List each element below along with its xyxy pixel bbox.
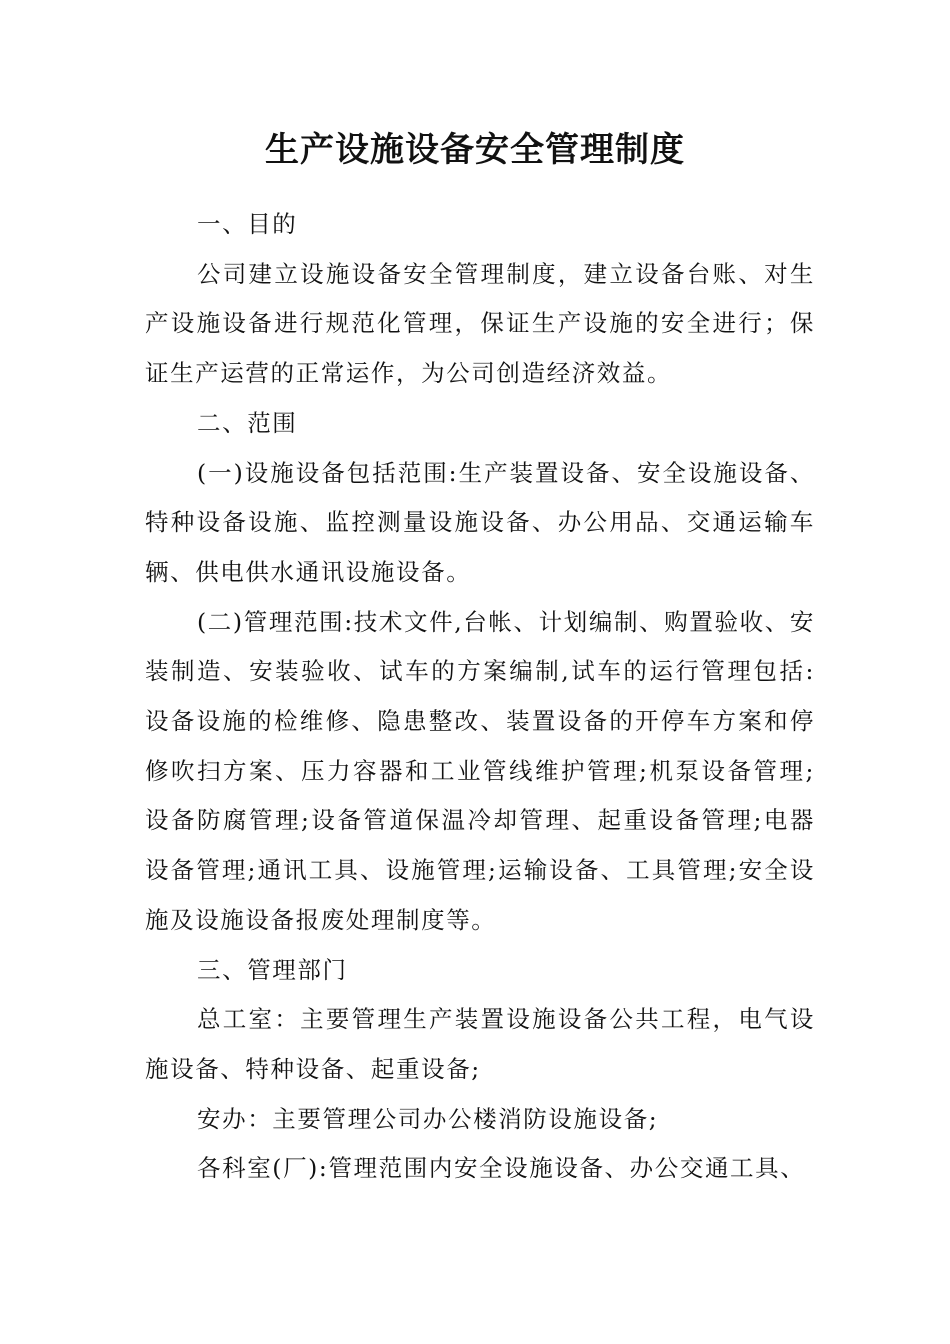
purpose-paragraph: 公司建立设施设备安全管理制度，建立设备台账、对生产设施设备进行规范化管理，保证生产设施的安全进行；保证生产运营的正常运作，为公司创造经济效益。 xyxy=(145,259,815,388)
section-heading-purpose: 一、目的 xyxy=(197,210,298,238)
document-title: 生产设施设备安全管理制度 xyxy=(265,130,685,170)
department-safety-office-paragraph: 安办：主要管理公司办公楼消防设施设备; xyxy=(197,1104,659,1133)
section-heading-departments: 三、管理部门 xyxy=(197,955,348,984)
scope-management-paragraph: (二)管理范围:技术文件,台帐、计划编制、购置验收、安装制造、安装验收、试车的方案编制,试车的运行管理包括:设备设施的检维修、隐患整改、装置设备的开停车方案和停修吹扫方案、压力容器和工业管线维护管理;机泵设备管理;设备防腐管理;设备管道保温冷却管理、起重设备管理;电器设备管理;通讯工具、设施管理;运输设备、工具管理;安全设施及设施设备报废处理制度等。 xyxy=(145,607,815,934)
scope-facilities-paragraph: (一)设施设备包括范围:生产装置设备、安全设施设备、特种设备设施、监控测量设施设备、办公用品、交通运输车辆、供电供水通讯设施设备。 xyxy=(145,458,815,586)
document-body xyxy=(145,200,815,1194)
department-sections-paragraph: 各科室(厂):管理范围内安全设施设备、办公交通工具、 xyxy=(197,1154,806,1183)
department-chief-engineer-paragraph: 总工室：主要管理生产装置设施设备公共工程，电气设施设备、特种设备、起重设备; xyxy=(145,1005,815,1083)
section-heading-scope: 二、范围 xyxy=(197,408,298,437)
